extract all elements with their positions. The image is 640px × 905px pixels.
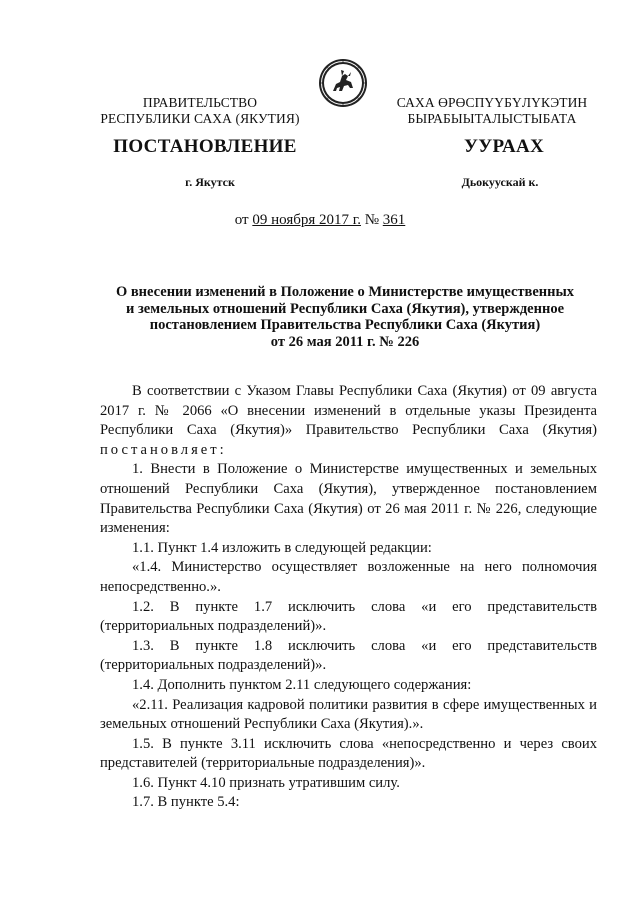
government-sakha-line1: САХА ӨРӨСПҮҮБҮЛҮКЭТИН	[396, 95, 588, 110]
document-body	[100, 382, 597, 813]
paragraph-1-1: 1.1. Пункт 1.4 изложить в следующей редакции:	[132, 539, 432, 556]
title-line1: О внесении изменений в Положение о Министерстве имущественных	[115, 284, 575, 300]
government-sakha-line2: БЫРАБЫЫТАЛЫСТЫБАТА	[407, 111, 577, 126]
doc-type-sakha: УУРААХ	[463, 136, 545, 157]
decree-number: 361	[382, 212, 406, 228]
decree-date: 09 ноября 2017 г.	[252, 212, 361, 228]
paragraph-1: 1. Внести в Положение о Министерстве имущественных и земельных отношений Республики Саха (Якутия), утвержденное постановлением Правительства Республики Саха (Якутия) от 26 мая 2011 г. № 226, следующие изменения:	[100, 461, 597, 537]
paragraph-1-5: 1.5. В пункте 3.11 исключить слова «непосредственно и через своих представителей (территориальные подразделения)».	[100, 735, 597, 772]
government-line2: РЕСПУБЛИКИ САХА (ЯКУТИЯ)	[100, 111, 300, 126]
government-line1: ПРАВИТЕЛЬСТВО	[142, 95, 258, 110]
number-sign: №	[360, 212, 383, 228]
government-name-sakha	[382, 95, 602, 127]
coat-of-arms-emblem-icon	[318, 58, 368, 108]
date-prefix: от	[234, 212, 253, 228]
paragraph-1-4-text: «2.11. Реализация кадровой политики развития в сфере имущественных и земельных отношений Республики Саха (Якутия).».	[100, 696, 597, 733]
doc-type-ru: ПОСТАНОВЛЕНИЕ	[113, 136, 297, 157]
paragraph-1-4: 1.4. Дополнить пунктом 2.11 следующего содержания:	[132, 676, 472, 693]
intro-text: В соответствии с Указом Главы Республики Саха (Якутия) от 09 августа 2017 г. № 2066 «О внесении изменений в отдельные указы Президента Республики Саха (Якутия)» Правительство Республики Саха (Якутия)	[100, 383, 597, 439]
document-title	[90, 284, 600, 350]
government-name-ru	[100, 95, 300, 127]
paragraph-1-6: 1.6. Пункт 4.10 признать утратившим силу.	[132, 774, 400, 791]
paragraph-1-2: 1.2. В пункте 1.7 исключить слова «и его представительств (территориальных подразделений)».	[100, 598, 597, 635]
decree-word: постановляет:	[100, 441, 227, 458]
date-number-line	[0, 212, 640, 229]
paragraph-1-7: 1.7. В пункте 5.4:	[132, 794, 240, 811]
title-line2: и земельных отношений Республики Саха (Якутия), утвержденное	[125, 300, 565, 317]
paragraph-intro	[100, 382, 597, 460]
city-sakha: Дьокуускай к.	[461, 175, 539, 189]
paragraph-1-3: 1.3. В пункте 1.8 исключить слова «и его представительств (территориальных подразделений)».	[100, 637, 597, 674]
title-line4: от 26 мая 2011 г. № 226	[270, 333, 420, 350]
city-ru: г. Якутск	[185, 175, 235, 189]
paragraph-1-1-text: «1.4. Министерство осуществляет возложенные на него полномочия непосредственно.».	[100, 559, 597, 595]
title-line3: постановлением Правительства Республики Саха (Якутия)	[149, 317, 541, 333]
